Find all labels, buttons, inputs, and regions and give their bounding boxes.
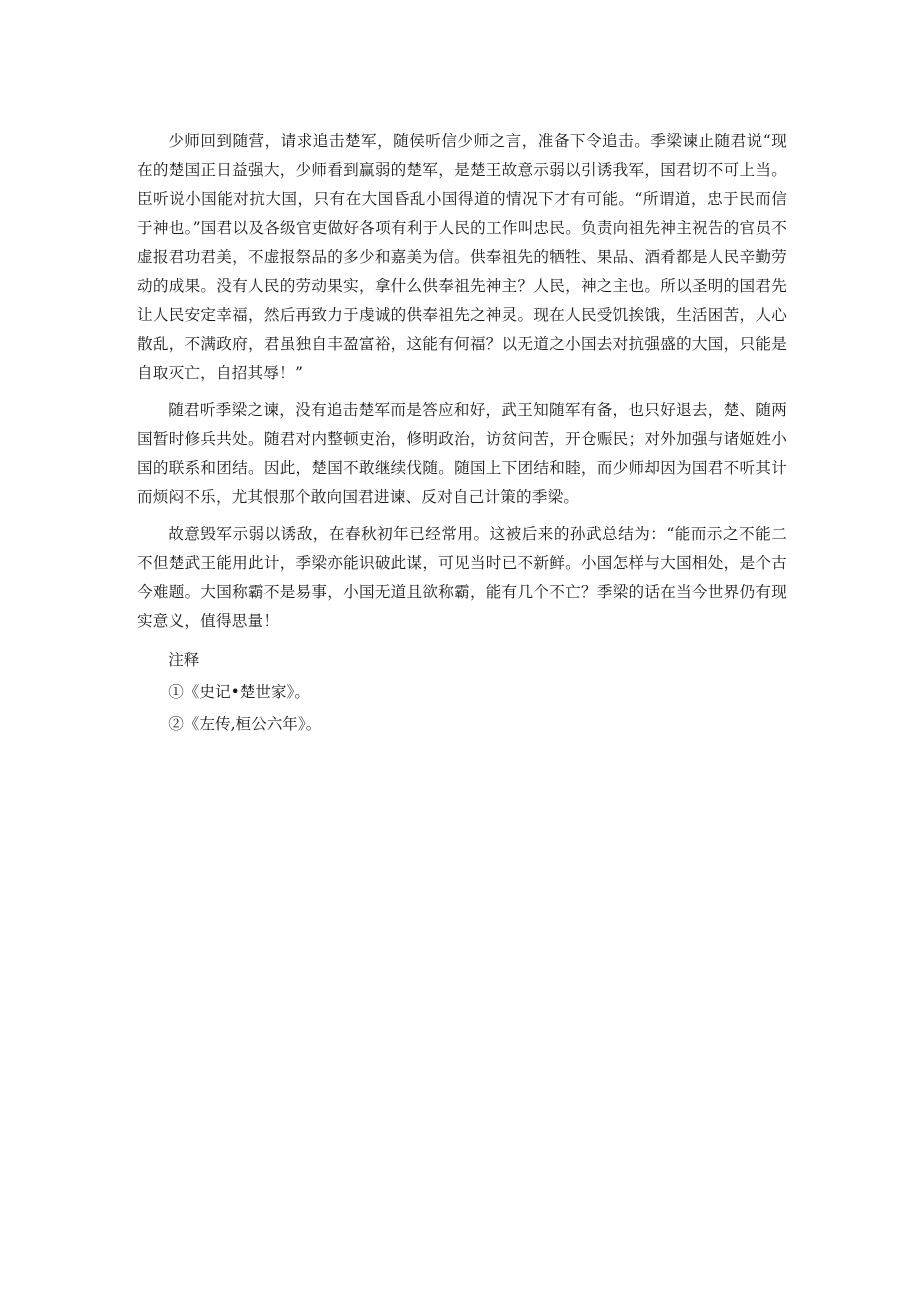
note-2: ②《左传,桓公六年》。 — [168, 715, 322, 733]
document-content — [137, 127, 787, 740]
paragraph-2: 随君听季梁之谏，没有追击楚军而是答应和好，武王知随军有备，也只好退去，楚、随两国暂时修兵共处。随君对内整顿吏治，修明政治，访贫问苦，开仓赈民；对外加强与诸姬姓小国的联系和团结。因此，楚国不敢继续伐随。随国上下团结和睦，而少师却因为国君不听其计而烦闷不乐，尤其恨那个敢向国君进谏、反对自己计策的季梁。 — [137, 401, 787, 506]
notes-heading: 注释 — [168, 651, 200, 669]
paragraph-1: 少师回到随营，请求追击楚军，随侯听信少师之言，准备下令追击。季梁谏止随君说“现在的楚国正日益强大，少师看到赢弱的楚军，是楚王故意示弱以引诱我军，国君切不可上当。臣听说小国能对抗大国，只有在大国昏乱小国得道的情况下才有可能。“所谓道，忠于民而信于神也。”国君以及各级官吏做好各项有利于人民的工作叫忠民。负责向祖先神主祝告的官员不虚报君功君美，不虚报祭品的多少和嘉美为信。供奉祖先的牺牲、果品、酒肴都是人民辛勤劳动的成果。没有人民的劳动果实，拿什么供奉祖先神主？人民，神之主也。所以圣明的国君先让人民安定幸福，然后再致力于虔诚的供奉祖先之神灵。现在人民受饥挨饿，生活困苦，人心散乱，不满政府，君虽独自丰盈富裕，这能有何福？以无道之小国去对抗强盛的大国，只能是自取灭亡，自招其辱！” — [137, 132, 787, 382]
paragraph-3: 故意毁军示弱以诱敌，在春秋初年已经常用。这被后来的孙武总结为：“能而示之不能二不但楚武王能用此计，季梁亦能识破此谋，可见当时已不新鲜。小国怎样与大国相处，是个古今难题。大国称霸不是易事，小国无道且欲称霸，能有几个不亡？季梁的话在当今世界仍有现实意义，值得思量！ — [137, 525, 787, 630]
note-1: ①《史记•楚世家》。 — [168, 683, 310, 701]
